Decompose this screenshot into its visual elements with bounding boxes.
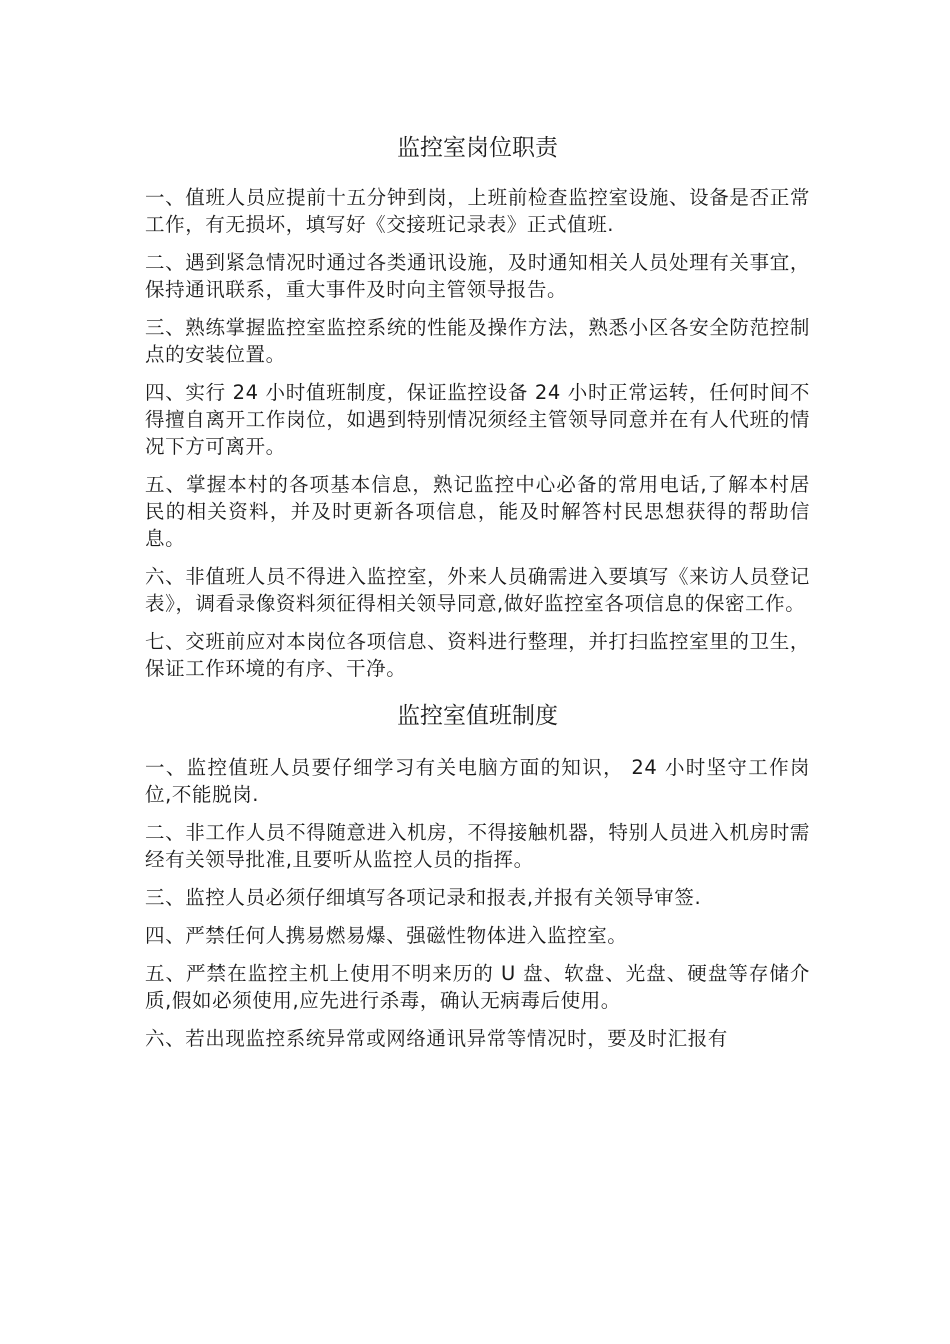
- duty-paragraph-2: 二、遇到紧急情况时通过各类通讯设施，及时通知相关人员处理有关事宜，保持通讯联系，重大事件及时向主管领导报告。: [145, 251, 810, 301]
- duty-paragraph-5: 五、掌握本村的各项基本信息，熟记监控中心必备的常用电话,了解本村居民的相关资料，并及时更新各项信息，能及时解答村民思想获得的帮助信息。: [145, 473, 810, 550]
- rule-paragraph-1: 一、监控值班人员要仔细学习有关电脑方面的知识， 24 小时坚守工作岗位,不能脱岗.: [145, 756, 810, 806]
- document-body: [145, 128, 810, 1063]
- duty-paragraph-6: 六、非值班人员不得进入监控室，外来人员确需进入要填写《来访人员登记表》，调看录像资料须征得相关领导同意,做好监控室各项信息的保密工作。: [145, 565, 810, 615]
- rule-paragraph-6: 六、若出现监控系统异常或网络通讯异常等情况时，要及时汇报有: [145, 1027, 728, 1050]
- rule-paragraph-4: 四、严禁任何人携易燃易爆、强磁性物体进入监控室。: [145, 924, 628, 947]
- rule-paragraph-3: 三、监控人员必须仔细填写各项记录和报表,并报有关领导审签.: [145, 886, 702, 909]
- duty-paragraph-7: 七、交班前应对本岗位各项信息、资料进行整理，并打扫监控室里的卫生，保证工作环境的有序、干净。: [145, 630, 810, 680]
- duty-paragraph-4: 四、实行 24 小时值班制度，保证监控设备 24 小时正常运转，任何时间不得擅自离开工作岗位，如遇到特别情况须经主管领导同意并在有人代班的情况下方可离开。: [145, 381, 810, 458]
- section-title-duties: 监控室岗位职责: [397, 135, 558, 161]
- rule-paragraph-2: 二、非工作人员不得随意进入机房，不得接触机器，特别人员进入机房时需经有关领导批准,且要听从监控人员的指挥。: [145, 821, 810, 871]
- section-title-shift-rules: 监控室值班制度: [397, 703, 558, 729]
- duty-paragraph-3: 三、熟练掌握监控室监控系统的性能及操作方法，熟悉小区各安全防范控制点的安装位置。: [145, 316, 810, 366]
- duty-paragraph-1: 一、值班人员应提前十五分钟到岗，上班前检查监控室设施、设备是否正常工作，有无损坏，填写好《交接班记录表》正式值班.: [145, 186, 810, 236]
- rule-paragraph-5: 五、严禁在监控主机上使用不明来历的 U 盘、软盘、光盘、硬盘等存储介质,假如必须使用,应先进行杀毒，确认无病毒后使用。: [145, 962, 810, 1012]
